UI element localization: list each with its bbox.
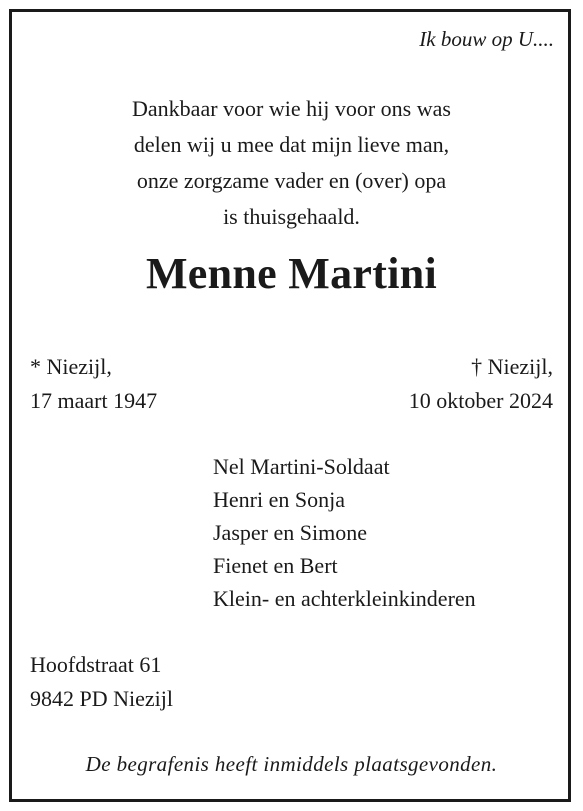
address-city: 9842 PD Niezijl xyxy=(30,686,173,711)
intro-line: onze zorgzame vader en (over) opa xyxy=(136,168,447,193)
birth-place: * Niezijl, xyxy=(30,354,112,379)
deceased-name: Menne Martini xyxy=(145,249,438,298)
death-date: 10 oktober 2024 xyxy=(408,388,553,413)
family-member: Jasper en Simone xyxy=(213,520,367,545)
death-info xyxy=(409,350,553,418)
intro-line: is thuisgehaald. xyxy=(223,204,360,229)
family-list xyxy=(213,450,476,615)
closing-note: De begrafenis heeft inmiddels plaatsgevonden. xyxy=(85,752,498,776)
family-member: Klein- en achterkleinkinderen xyxy=(213,586,476,611)
birth-date: 17 maart 1947 xyxy=(30,388,158,413)
death-place: † Niezijl, xyxy=(471,354,553,379)
birth-info xyxy=(30,350,157,418)
motto: Ik bouw op U.... xyxy=(419,27,554,51)
intro-text xyxy=(0,91,583,235)
family-member: Fienet en Bert xyxy=(213,553,338,578)
family-member: Henri en Sonja xyxy=(213,487,345,512)
intro-line: delen wij u mee dat mijn lieve man, xyxy=(133,132,450,157)
family-member: Nel Martini-Soldaat xyxy=(213,454,390,479)
address-block xyxy=(30,648,173,716)
address-street: Hoofdstraat 61 xyxy=(30,652,162,677)
intro-line: Dankbaar voor wie hij voor ons was xyxy=(132,96,451,121)
